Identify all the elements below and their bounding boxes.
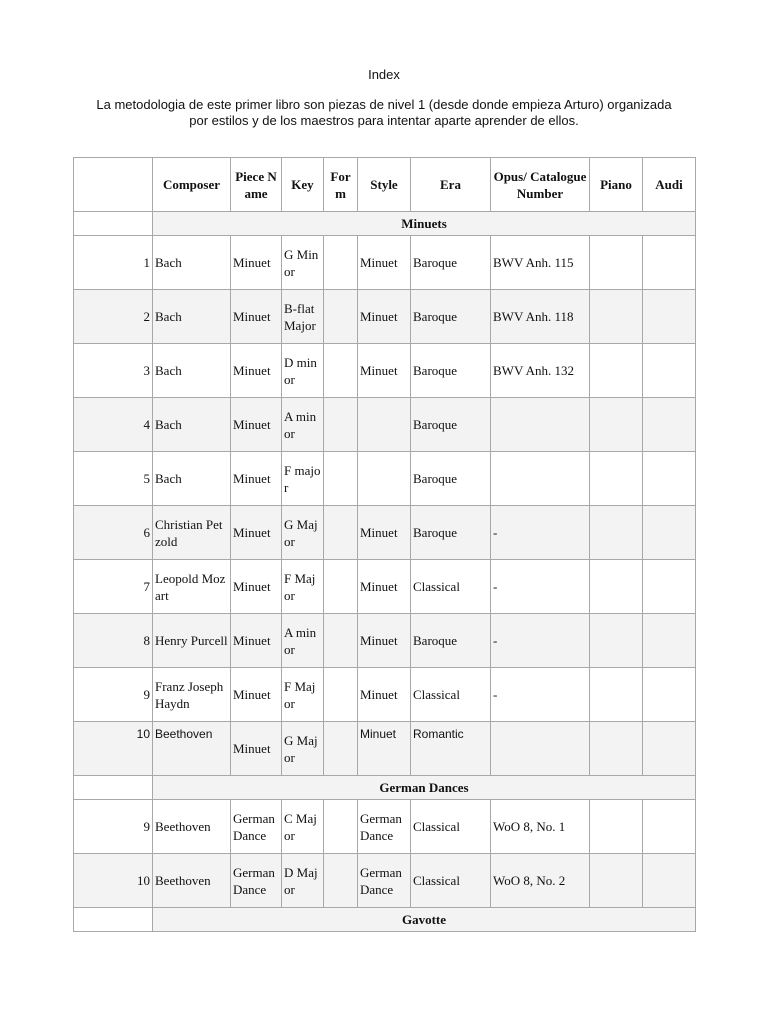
cell-piece: Minuet <box>231 344 282 398</box>
cell-piece: Minuet <box>231 722 282 776</box>
cell-era: Romantic <box>411 722 491 776</box>
row-number: 4 <box>74 398 153 452</box>
cell-piano <box>590 236 643 290</box>
table-row <box>74 344 696 398</box>
table-row <box>74 560 696 614</box>
row-number: 9 <box>74 668 153 722</box>
cell-style: Minuet <box>358 722 411 776</box>
cell-key: G Major <box>282 506 324 560</box>
cell-piano <box>590 854 643 908</box>
cell-style: Minuet <box>358 560 411 614</box>
section-spacer <box>74 908 153 932</box>
row-number: 9 <box>74 800 153 854</box>
table-row <box>74 506 696 560</box>
cell-opus: BWV Anh. 118 <box>491 290 590 344</box>
cell-form <box>324 854 358 908</box>
cell-piano <box>590 614 643 668</box>
section-title: Minuets <box>153 212 696 236</box>
row-number: 5 <box>74 452 153 506</box>
section-title: Gavotte <box>153 908 696 932</box>
cell-piano <box>590 800 643 854</box>
table-row <box>74 290 696 344</box>
cell-audio <box>643 236 696 290</box>
cell-audio <box>643 398 696 452</box>
cell-opus: - <box>491 668 590 722</box>
cell-piece: Minuet <box>231 560 282 614</box>
cell-key: D Major <box>282 854 324 908</box>
cell-opus: WoO 8, No. 2 <box>491 854 590 908</box>
cell-era: Classical <box>411 800 491 854</box>
cell-composer: Bach <box>153 344 231 398</box>
column-header: Audi <box>643 158 696 212</box>
cell-piece: Minuet <box>231 506 282 560</box>
cell-piano <box>590 344 643 398</box>
table-row <box>74 722 696 776</box>
row-number: 2 <box>74 290 153 344</box>
table-row <box>74 614 696 668</box>
cell-key: D minor <box>282 344 324 398</box>
cell-opus <box>491 398 590 452</box>
row-number: 7 <box>74 560 153 614</box>
cell-style: Minuet <box>358 290 411 344</box>
cell-form <box>324 344 358 398</box>
cell-form <box>324 614 358 668</box>
cell-piece: Minuet <box>231 452 282 506</box>
cell-opus: - <box>491 506 590 560</box>
table-row <box>74 668 696 722</box>
cell-form <box>324 560 358 614</box>
cell-audio <box>643 452 696 506</box>
cell-form <box>324 800 358 854</box>
row-number: 1 <box>74 236 153 290</box>
cell-era: Baroque <box>411 398 491 452</box>
cell-form <box>324 398 358 452</box>
column-header: Era <box>411 158 491 212</box>
cell-key: B-flat Major <box>282 290 324 344</box>
cell-audio <box>643 800 696 854</box>
cell-audio <box>643 290 696 344</box>
cell-audio <box>643 854 696 908</box>
cell-era: Classical <box>411 560 491 614</box>
cell-key: F Major <box>282 668 324 722</box>
cell-era: Baroque <box>411 236 491 290</box>
cell-form <box>324 452 358 506</box>
cell-piece: Minuet <box>231 236 282 290</box>
row-number: 10 <box>74 722 153 776</box>
table-row <box>74 398 696 452</box>
section-spacer <box>74 776 153 800</box>
cell-audio <box>643 506 696 560</box>
cell-composer: Leopold Mozart <box>153 560 231 614</box>
cell-composer: Henry Purcell <box>153 614 231 668</box>
table-body <box>74 212 696 932</box>
cell-key: A minor <box>282 398 324 452</box>
cell-era: Baroque <box>411 506 491 560</box>
cell-style: Minuet <box>358 236 411 290</box>
cell-piano <box>590 668 643 722</box>
column-header: Piece Name <box>231 158 282 212</box>
cell-piece: Minuet <box>231 398 282 452</box>
section-spacer <box>74 212 153 236</box>
column-header: Key <box>282 158 324 212</box>
cell-form <box>324 236 358 290</box>
cell-composer: Bach <box>153 236 231 290</box>
cell-opus: - <box>491 560 590 614</box>
cell-form <box>324 668 358 722</box>
cell-piano <box>590 398 643 452</box>
section-title: German Dances <box>153 776 696 800</box>
column-header: Style <box>358 158 411 212</box>
repertoire-table <box>73 157 696 932</box>
cell-opus: - <box>491 614 590 668</box>
cell-era: Classical <box>411 668 491 722</box>
cell-opus: BWV Anh. 132 <box>491 344 590 398</box>
cell-piece: German Dance <box>231 800 282 854</box>
page-title: Index <box>368 67 400 82</box>
cell-era: Baroque <box>411 614 491 668</box>
table-row <box>74 854 696 908</box>
cell-key: A minor <box>282 614 324 668</box>
row-number: 8 <box>74 614 153 668</box>
cell-key: F Major <box>282 560 324 614</box>
row-number: 3 <box>74 344 153 398</box>
cell-composer: Christian Petzold <box>153 506 231 560</box>
cell-audio <box>643 614 696 668</box>
cell-style: German Dance <box>358 854 411 908</box>
cell-piano <box>590 722 643 776</box>
section-row <box>74 908 696 932</box>
cell-style <box>358 398 411 452</box>
cell-audio <box>643 668 696 722</box>
cell-composer: Franz Joseph Haydn <box>153 668 231 722</box>
cell-composer: Bach <box>153 452 231 506</box>
cell-style: Minuet <box>358 344 411 398</box>
cell-composer: Bach <box>153 290 231 344</box>
cell-piece: German Dance <box>231 854 282 908</box>
cell-piece: Minuet <box>231 668 282 722</box>
cell-piece: Minuet <box>231 290 282 344</box>
cell-piece: Minuet <box>231 614 282 668</box>
cell-style: Minuet <box>358 668 411 722</box>
row-number: 6 <box>74 506 153 560</box>
row-number: 10 <box>74 854 153 908</box>
cell-style <box>358 452 411 506</box>
cell-opus: BWV Anh. 115 <box>491 236 590 290</box>
cell-key: G Minor <box>282 236 324 290</box>
cell-era: Baroque <box>411 344 491 398</box>
cell-composer: Beethoven <box>153 800 231 854</box>
cell-audio <box>643 722 696 776</box>
cell-form <box>324 290 358 344</box>
cell-piano <box>590 506 643 560</box>
cell-piano <box>590 560 643 614</box>
cell-key: C Major <box>282 800 324 854</box>
cell-opus <box>491 452 590 506</box>
cell-opus: WoO 8, No. 1 <box>491 800 590 854</box>
cell-audio <box>643 560 696 614</box>
column-header: Opus/ Catalogue Number <box>491 158 590 212</box>
cell-composer: Bach <box>153 398 231 452</box>
cell-era: Baroque <box>411 290 491 344</box>
cell-form <box>324 722 358 776</box>
intro-paragraph: La metodologia de este primer libro son piezas de nivel 1 (desde donde empieza Arturo) organizada por estilos y de los maestros para intentar aparte aprender de ellos. <box>96 97 672 128</box>
column-header <box>74 158 153 212</box>
table-row <box>74 452 696 506</box>
cell-piano <box>590 290 643 344</box>
cell-form <box>324 506 358 560</box>
section-row <box>74 776 696 800</box>
section-row <box>74 212 696 236</box>
table-row <box>74 236 696 290</box>
cell-style: Minuet <box>358 506 411 560</box>
cell-style: Minuet <box>358 614 411 668</box>
cell-era: Baroque <box>411 452 491 506</box>
column-header: For m <box>324 158 358 212</box>
cell-key: G Major <box>282 722 324 776</box>
cell-era: Classical <box>411 854 491 908</box>
table-row <box>74 800 696 854</box>
cell-opus <box>491 722 590 776</box>
cell-style: German Dance <box>358 800 411 854</box>
cell-audio <box>643 344 696 398</box>
cell-composer: Beethoven <box>153 722 231 776</box>
cell-piano <box>590 452 643 506</box>
header-row <box>74 158 696 212</box>
cell-composer: Beethoven <box>153 854 231 908</box>
column-header: Composer <box>153 158 231 212</box>
column-header: Piano <box>590 158 643 212</box>
cell-key: F major <box>282 452 324 506</box>
